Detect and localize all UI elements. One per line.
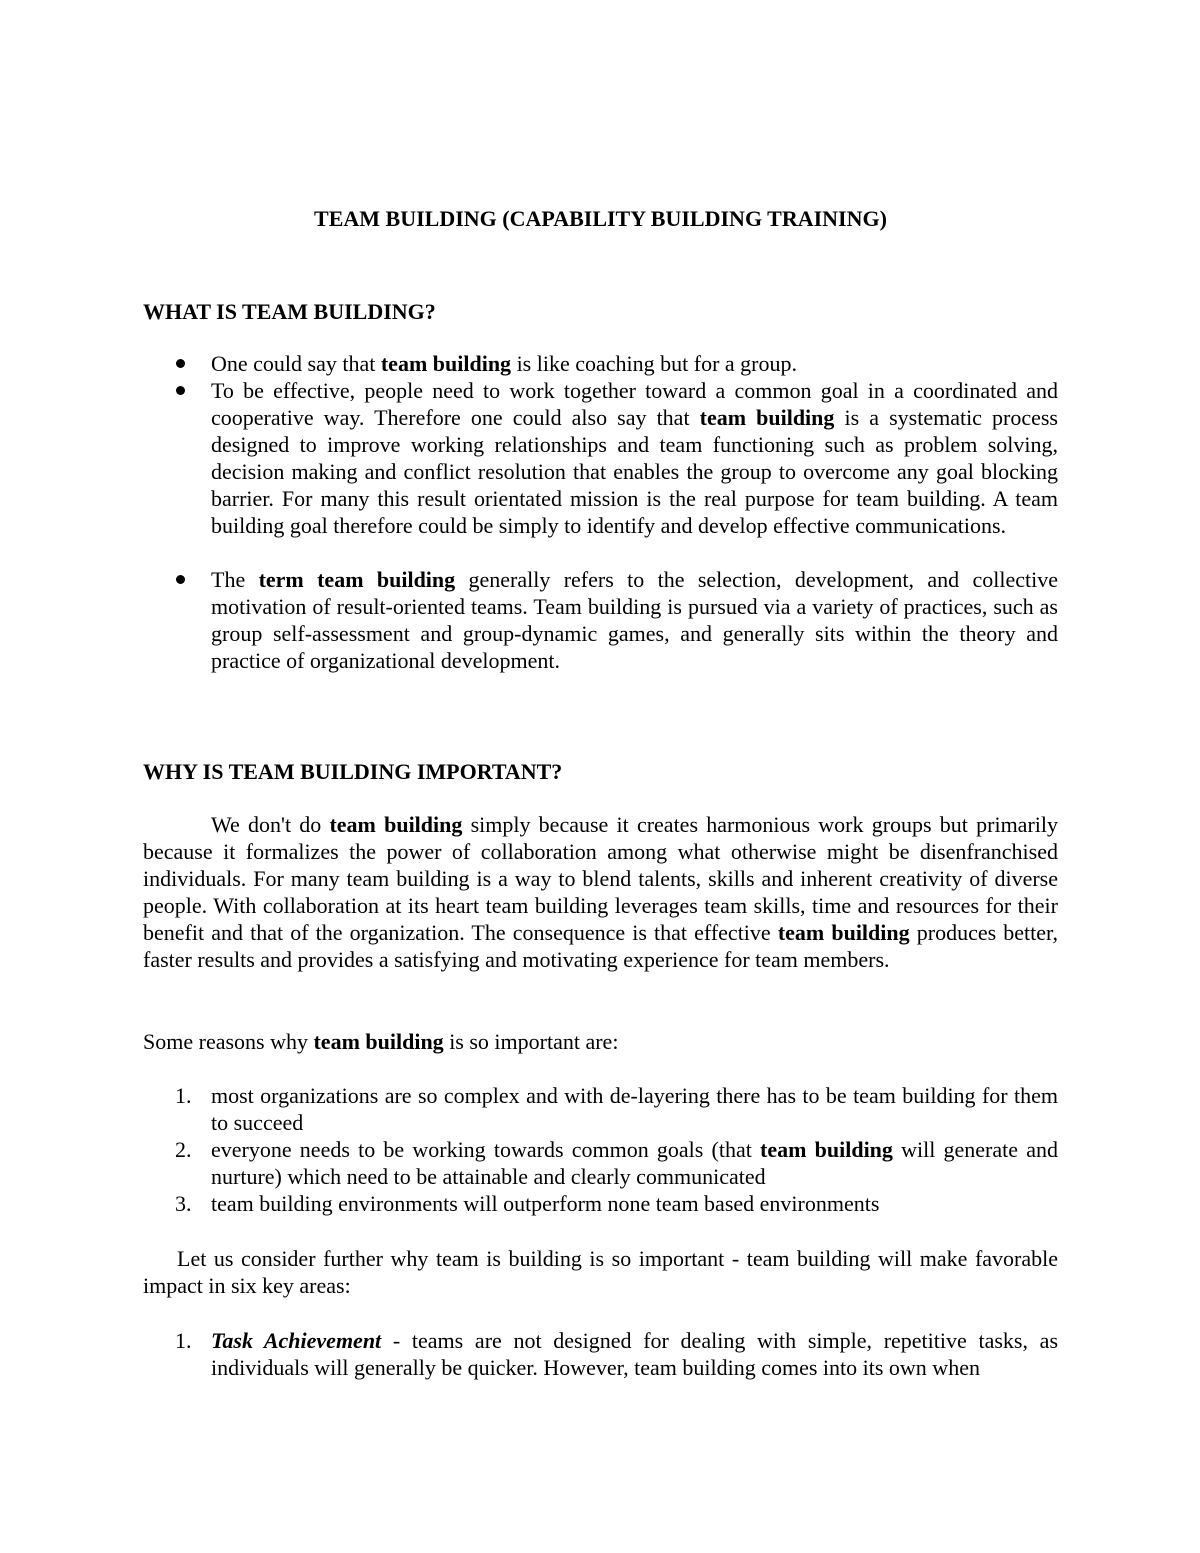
- reason-item: 3. team building environments will outperform none team based environments: [175, 1191, 880, 1216]
- bullet-icon: [176, 359, 185, 368]
- reasons-intro: Some reasons why team building is so important are:: [143, 1029, 619, 1054]
- bullet-icon: [176, 386, 185, 395]
- bullet-item: The term team building generally refers to the selection, development, and collective motivation of result-oriented teams. Team building is pursued via a variety of practices, such as group self-assessment and group-dynamic games, and generally sits within the theory and practice of organizational development.: [143, 566, 1058, 674]
- section-heading-what-is: WHAT IS TEAM BUILDING?: [143, 299, 436, 324]
- bullet-item: To be effective, people need to work together toward a common goal in a coordinated and cooperative way. Therefore one could also say that team building is a systematic process designed to improve working relationships and team functioning such as problem solving, decision making and conflict resolution that enables the group to overcome any goal blocking barrier. For many this result orientated mission is the real purpose for team building. A team building goal therefore could be simply to identify and develop effective communications.: [143, 377, 1058, 539]
- key-areas-intro: Let us consider further why team is building is so important - team building will make favorable impact in six key areas:: [143, 1246, 1058, 1298]
- importance-paragraph: We don't do team building simply because it creates harmonious work groups but primarily because it formalizes the power of collaboration among what otherwise might be disenfranchised individuals. For many team building is a way to blend talents, skills and inherent creativity of diverse people. With collaboration at its heart team building leverages team skills, time and resources for their benefit and that of the organization. The consequence is that effective team building produces better, faster results and provides a satisfying and motivating experience for team members.: [143, 812, 1058, 972]
- definition-bullet-list: [143, 350, 1058, 674]
- key-area-item: 1. Task Achievement - teams are not designed for dealing with simple, repetitive tasks, as individuals will generally be quicker. However, team building comes into its own when: [175, 1328, 1058, 1380]
- reason-item: 2. everyone needs to be working towards common goals (that team building will generate and nurture) which need to be attainable and clearly communicated: [175, 1137, 1058, 1189]
- reasons-list: [143, 1082, 1058, 1217]
- bullet-item: One could say that team building is like coaching but for a group.: [143, 350, 1058, 377]
- bullet-icon: [176, 575, 185, 584]
- section-heading-why-important: WHY IS TEAM BUILDING IMPORTANT?: [143, 759, 563, 784]
- key-areas-list: [143, 1327, 1058, 1381]
- reason-item: 1. most organizations are so complex and with de-layering there has to be team building for them to succeed: [175, 1083, 1058, 1135]
- document-title: TEAM BUILDING (CAPABILITY BUILDING TRAINING): [314, 206, 887, 231]
